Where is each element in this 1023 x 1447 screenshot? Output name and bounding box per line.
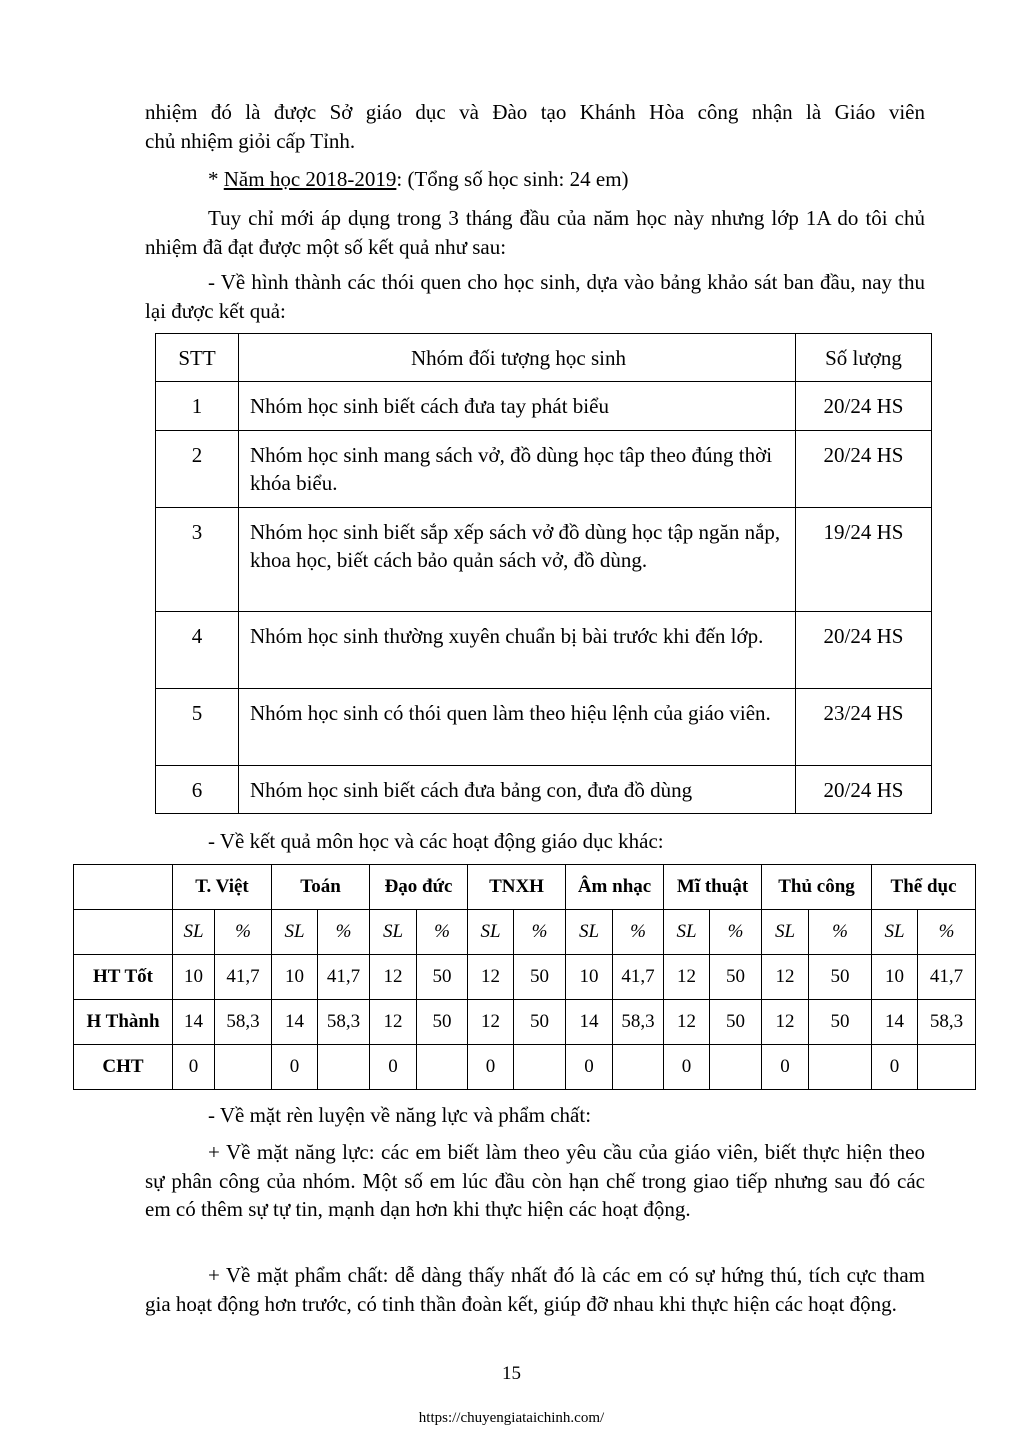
row-label: H Thành (74, 1000, 173, 1045)
row-label: CHT (74, 1045, 173, 1090)
table-cell (215, 1045, 272, 1090)
table-cell: 50 (710, 1000, 762, 1045)
subjects-header-row (74, 865, 976, 910)
table-cell: 58,3 (318, 1000, 370, 1045)
sl-header: SL (872, 910, 918, 955)
paragraph-qualities: + Về mặt phẩm chất: dễ dàng thấy nhất đó là các em có sự hứng thú, tích cực tham gia hoạt động hơn trước, có tinh thần đoàn kết, giúp đỡ nhau khi thực hiện các hoạt động. (145, 1263, 925, 1316)
table-row (156, 766, 932, 814)
row-stt: 4 (156, 612, 239, 689)
table-cell: 10 (272, 955, 318, 1000)
table-cell (318, 1045, 370, 1090)
paragraph-habits-intro: - Về hình thành các thói quen cho học sinh, dựa vào bảng khảo sát ban đầu, nay thu lại được kết quả: (145, 270, 925, 323)
row-stt: 2 (156, 431, 239, 508)
table-cell: 14 (566, 1000, 613, 1045)
table-cell: 0 (468, 1045, 514, 1090)
table-cell: 50 (809, 955, 872, 1000)
table-cell: 0 (872, 1045, 918, 1090)
paragraph-line: chủ nhiệm giỏi cấp Tỉnh. (145, 128, 356, 153)
table-cell: 58,3 (215, 1000, 272, 1045)
sl-header: SL (272, 910, 318, 955)
table-cell (417, 1045, 468, 1090)
empty-corner-cell (74, 865, 173, 910)
header-count: Số lượng (796, 334, 932, 382)
paragraph-competency: + Về mặt năng lực: các em biết làm theo yêu cầu của giáo viên, biết thực hiện theo sự phân công của nhóm. Một số em lúc đầu còn hạn chế trong giao tiếp nhưng sau đó các em có thêm sự tự tin, mạnh dạn hơn khi thực hiện các hoạt động. (145, 1140, 925, 1221)
pct-header: % (918, 910, 976, 955)
row-group: Nhóm học sinh có thói quen làm theo hiệu lệnh của giáo viên. (239, 689, 796, 766)
table-cell: 0 (370, 1045, 417, 1090)
row-stt: 1 (156, 382, 239, 431)
pct-header: % (417, 910, 468, 955)
table-cell (613, 1045, 664, 1090)
row-count: 20/24 HS (796, 431, 932, 508)
asterisk: * (208, 167, 224, 191)
table-cell (710, 1045, 762, 1090)
table-cell: 10 (173, 955, 215, 1000)
table-cell: 50 (417, 1000, 468, 1045)
row-count: 20/24 HS (796, 766, 932, 814)
table-cell: 0 (566, 1045, 613, 1090)
sl-header: SL (762, 910, 809, 955)
school-year-label: Năm học 2018-2019 (223, 167, 397, 191)
table-cell: 12 (762, 955, 809, 1000)
pct-header: % (809, 910, 872, 955)
table-cell: 0 (762, 1045, 809, 1090)
row-count: 19/24 HS (796, 508, 932, 612)
table-cell: 14 (173, 1000, 215, 1045)
school-year-heading (145, 165, 925, 194)
row-count: 23/24 HS (796, 689, 932, 766)
subject-header: Đạo đức (370, 865, 468, 910)
table-cell: 41,7 (318, 955, 370, 1000)
subjects-table (73, 864, 976, 1090)
table-cell: 58,3 (613, 1000, 664, 1045)
table-cell: 41,7 (215, 955, 272, 1000)
subheader-row (74, 910, 976, 955)
table-row (74, 1045, 976, 1090)
subject-header: Thể dục (872, 865, 976, 910)
paragraph-subjects-intro: - Về kết quả môn học và các hoạt động giáo dục khác: (208, 829, 664, 853)
subject-header: Âm nhạc (566, 865, 664, 910)
table-cell: 12 (370, 955, 417, 1000)
table-cell: 50 (710, 955, 762, 1000)
header-group: Nhóm đối tượng học sinh (239, 334, 796, 382)
table-row (156, 612, 932, 689)
sl-header: SL (566, 910, 613, 955)
row-group: Nhóm học sinh biết sắp xếp sách vở đồ dùng học tập ngăn nắp, khoa học, biết cách bảo quản sách vở, đồ dùng. (239, 508, 796, 612)
paragraph-continuation (145, 98, 925, 155)
table-row (156, 508, 932, 612)
empty-label-cell (74, 910, 173, 955)
page-number: 15 (502, 1363, 521, 1384)
table-cell: 0 (272, 1045, 318, 1090)
subject-header: Toán (272, 865, 370, 910)
table-cell (918, 1045, 976, 1090)
table-cell: 0 (664, 1045, 710, 1090)
pct-header: % (318, 910, 370, 955)
subject-header: Thủ công (762, 865, 872, 910)
row-stt: 6 (156, 766, 239, 814)
paragraph-competency-intro: - Về mặt rèn luyện về năng lực và phẩm chất: (208, 1103, 592, 1127)
table-cell: 50 (514, 955, 566, 1000)
pct-header: % (514, 910, 566, 955)
table-row (74, 955, 976, 1000)
table-cell: 41,7 (613, 955, 664, 1000)
student-count-note: : (Tổng số học sinh: 24 em) (396, 167, 629, 191)
footer-url[interactable]: https://chuyengiataichinh.com/ (418, 1410, 605, 1426)
pct-header: % (613, 910, 664, 955)
table-cell: 10 (566, 955, 613, 1000)
row-group: Nhóm học sinh biết cách đưa tay phát biểu (239, 382, 796, 431)
table-cell: 58,3 (918, 1000, 976, 1045)
table-cell: 12 (762, 1000, 809, 1045)
row-group: Nhóm học sinh mang sách vở, đồ dùng học tâp theo đúng thời khóa biểu. (239, 431, 796, 508)
row-stt: 5 (156, 689, 239, 766)
row-group: Nhóm học sinh biết cách đưa bảng con, đưa đồ dùng (239, 766, 796, 814)
table-cell: 41,7 (918, 955, 976, 1000)
table-cell: 50 (417, 955, 468, 1000)
table-cell: 14 (272, 1000, 318, 1045)
habits-table (155, 333, 932, 814)
paragraph-results-intro: Tuy chỉ mới áp dụng trong 3 tháng đầu của năm học này nhưng lớp 1A do tôi chủ nhiệm đã đạt được một số kết quả như sau: (145, 206, 925, 259)
table-cell: 12 (370, 1000, 417, 1045)
sl-header: SL (468, 910, 514, 955)
table-cell: 50 (809, 1000, 872, 1045)
table-cell: 0 (173, 1045, 215, 1090)
table-row (156, 689, 932, 766)
subject-header: T. Việt (173, 865, 272, 910)
table-row (74, 1000, 976, 1045)
sl-header: SL (370, 910, 417, 955)
row-group: Nhóm học sinh thường xuyên chuẩn bị bài trước khi đến lớp. (239, 612, 796, 689)
sl-header: SL (664, 910, 710, 955)
header-stt: STT (156, 334, 239, 382)
row-count: 20/24 HS (796, 382, 932, 431)
row-stt: 3 (156, 508, 239, 612)
table-cell (809, 1045, 872, 1090)
row-count: 20/24 HS (796, 612, 932, 689)
pct-header: % (215, 910, 272, 955)
table-cell: 10 (872, 955, 918, 1000)
table-cell (514, 1045, 566, 1090)
pct-header: % (710, 910, 762, 955)
table-cell: 12 (468, 1000, 514, 1045)
table-cell: 50 (514, 1000, 566, 1045)
table-cell: 12 (468, 955, 514, 1000)
sl-header: SL (173, 910, 215, 955)
subject-header: Mĩ thuật (664, 865, 762, 910)
table-row (156, 382, 932, 431)
paragraph-line: nhiệm đó là được Sở giáo dục và Đào tạo Khánh Hòa công nhận là Giáo viên (145, 100, 925, 124)
subject-header: TNXH (468, 865, 566, 910)
table-cell: 12 (664, 1000, 710, 1045)
table-cell: 14 (872, 1000, 918, 1045)
table-row (156, 431, 932, 508)
table-cell: 12 (664, 955, 710, 1000)
row-label: HT Tốt (74, 955, 173, 1000)
table-header-row (156, 334, 932, 382)
